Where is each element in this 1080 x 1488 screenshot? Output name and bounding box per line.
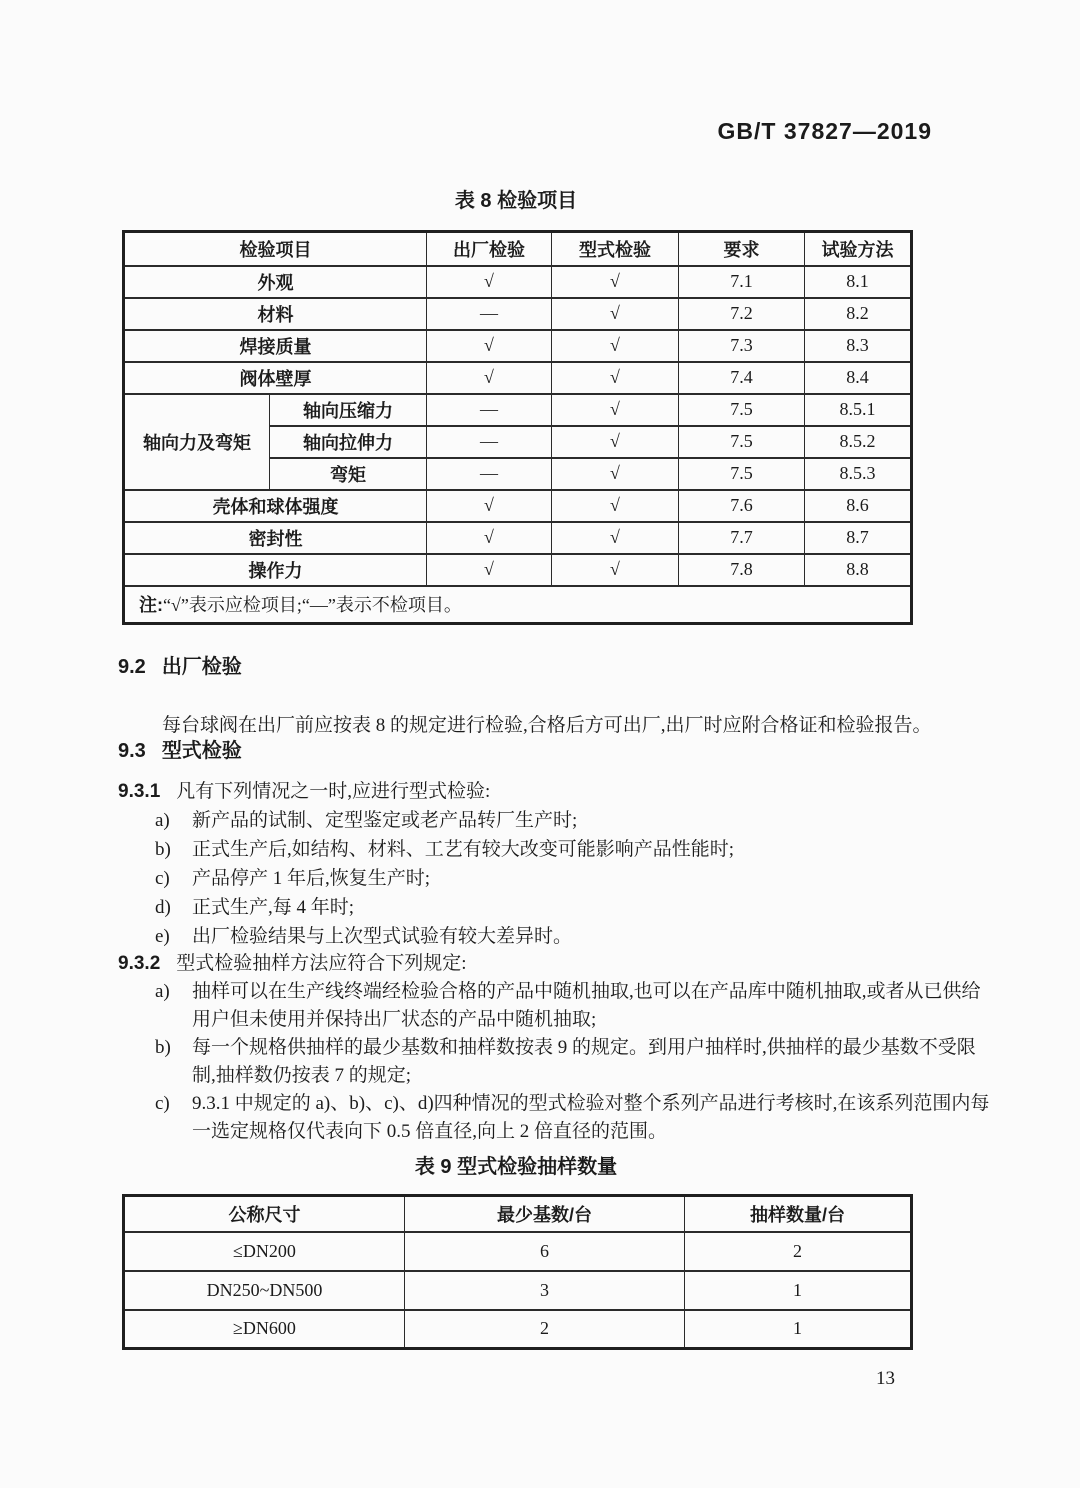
cell-test-method: 8.1 bbox=[805, 266, 912, 298]
clause-9-3-1 bbox=[118, 776, 998, 803]
col-header-nominal-size: 公称尺寸 bbox=[124, 1196, 405, 1232]
section-heading-9-2 bbox=[118, 650, 242, 679]
cell-factory-check: — bbox=[427, 426, 552, 458]
list-item-text: 新产品的试制、定型鉴定或老产品转厂生产时; bbox=[192, 810, 578, 831]
cell-item: 阀体壁厚 bbox=[124, 362, 427, 394]
cell-type-check: √ bbox=[552, 490, 679, 522]
section-number: 9.3 bbox=[118, 740, 146, 762]
list-item-text: 抽样可以在生产线终端经检验合格的产品中随机抽取,也可以在产品库中随机抽取,或者从已供给用户但未使用并保持出厂状态的产品中随机抽取; bbox=[192, 981, 981, 1030]
table-row bbox=[124, 362, 912, 394]
paragraph-9-2: 每台球阀在出厂前应按表 8 的规定进行检验,合格后方可出厂,出厂时应附合格证和检验报告。 bbox=[162, 715, 932, 736]
cell-type-check: √ bbox=[552, 426, 679, 458]
section-heading-9-3 bbox=[118, 734, 242, 763]
cell-test-method: 8.4 bbox=[805, 362, 912, 394]
cell-item: 轴向压缩力 bbox=[270, 394, 427, 426]
cell-requirement: 7.5 bbox=[679, 458, 805, 490]
section-title: 出厂检验 bbox=[161, 656, 242, 678]
standard-number: GB/T 37827—2019 bbox=[717, 118, 932, 144]
table-note-row bbox=[124, 586, 912, 624]
cell-item: 密封性 bbox=[124, 522, 427, 554]
cell-requirement: 7.5 bbox=[679, 394, 805, 426]
list-item-label: a) bbox=[155, 810, 170, 831]
cell-sample-qty: 2 bbox=[685, 1232, 912, 1271]
cell-type-check: √ bbox=[552, 330, 679, 362]
cell-test-method: 8.7 bbox=[805, 522, 912, 554]
cell-requirement: 7.2 bbox=[679, 298, 805, 330]
list-item-text: 正式生产后,如结构、材料、工艺有较大改变可能影响产品性能时; bbox=[192, 839, 735, 860]
list-item-text: 正式生产,每 4 年时; bbox=[192, 897, 355, 918]
table-row bbox=[124, 490, 912, 522]
cell-nominal-size: DN250~DN500 bbox=[124, 1271, 405, 1310]
cell-type-check: √ bbox=[552, 266, 679, 298]
cell-test-method: 8.6 bbox=[805, 490, 912, 522]
cell-test-method: 8.2 bbox=[805, 298, 912, 330]
cell-requirement: 7.3 bbox=[679, 330, 805, 362]
cell-factory-check: √ bbox=[427, 330, 552, 362]
table-note-label: 注: bbox=[139, 595, 163, 616]
list-9-3-2 bbox=[155, 978, 993, 1146]
list-item bbox=[155, 978, 993, 1034]
cell-type-check: √ bbox=[552, 554, 679, 586]
cell-min-base: 6 bbox=[405, 1232, 685, 1271]
cell-item: 材料 bbox=[124, 298, 427, 330]
cell-sample-qty: 1 bbox=[685, 1310, 912, 1349]
table-row bbox=[124, 266, 912, 298]
list-item bbox=[155, 922, 993, 951]
table-row bbox=[124, 298, 912, 330]
cell-type-check: √ bbox=[552, 522, 679, 554]
table-9-title: 表 9 型式检验抽样数量 bbox=[414, 1156, 618, 1178]
cell-requirement: 7.7 bbox=[679, 522, 805, 554]
cell-requirement: 7.8 bbox=[679, 554, 805, 586]
cell-requirement: 7.5 bbox=[679, 426, 805, 458]
clause-9-3-2 bbox=[118, 948, 998, 975]
table-row bbox=[124, 1232, 912, 1271]
list-item bbox=[155, 893, 993, 922]
cell-test-method: 8.5.1 bbox=[805, 394, 912, 426]
list-item-label: d) bbox=[155, 897, 171, 918]
col-header-item: 检验项目 bbox=[124, 232, 427, 266]
cell-item: 焊接质量 bbox=[124, 330, 427, 362]
list-item bbox=[155, 864, 993, 893]
cell-item: 外观 bbox=[124, 266, 427, 298]
list-item-label: e) bbox=[155, 926, 170, 947]
list-item-text: 9.3.1 中规定的 a)、b)、c)、d)四种情况的型式检验对整个系列产品进行考核时,在该系列范围内每一选定规格仅代表向下 0.5 倍直径,向上 2 倍直径的范围。 bbox=[192, 1093, 990, 1142]
list-item bbox=[155, 1034, 993, 1090]
table-row bbox=[124, 1271, 912, 1310]
cell-type-check: √ bbox=[552, 394, 679, 426]
col-header-test-method: 试验方法 bbox=[805, 232, 912, 266]
cell-test-method: 8.5.3 bbox=[805, 458, 912, 490]
list-item-label: a) bbox=[155, 981, 170, 1002]
table-header-row bbox=[124, 1196, 912, 1232]
table-9-sampling-quantity bbox=[122, 1194, 913, 1350]
clause-text: 型式检验抽样方法应符合下列规定: bbox=[176, 953, 467, 974]
cell-item: 轴向拉伸力 bbox=[270, 426, 427, 458]
list-item-text: 产品停产 1 年后,恢复生产时; bbox=[192, 868, 431, 889]
list-item bbox=[155, 1090, 993, 1146]
list-item bbox=[155, 835, 993, 864]
cell-type-check: √ bbox=[552, 458, 679, 490]
cell-requirement: 7.6 bbox=[679, 490, 805, 522]
cell-item: 弯矩 bbox=[270, 458, 427, 490]
cell-test-method: 8.5.2 bbox=[805, 426, 912, 458]
cell-test-method: 8.3 bbox=[805, 330, 912, 362]
list-item-text: 出厂检验结果与上次型式试验有较大差异时。 bbox=[192, 926, 573, 947]
clause-text: 凡有下列情况之一时,应进行型式检验: bbox=[176, 781, 491, 802]
cell-type-check: √ bbox=[552, 362, 679, 394]
cell-requirement: 7.1 bbox=[679, 266, 805, 298]
cell-nominal-size: ≤DN200 bbox=[124, 1232, 405, 1271]
table-note-text: “√”表示应检项目;“—”表示不检项目。 bbox=[163, 595, 462, 616]
clause-number: 9.3.1 bbox=[118, 781, 161, 802]
col-header-type-check: 型式检验 bbox=[552, 232, 679, 266]
cell-min-base: 3 bbox=[405, 1271, 685, 1310]
cell-test-method: 8.8 bbox=[805, 554, 912, 586]
cell-group-label: 轴向力及弯矩 bbox=[124, 394, 270, 490]
list-item-label: b) bbox=[155, 839, 171, 860]
cell-factory-check: — bbox=[427, 394, 552, 426]
col-header-factory-check: 出厂检验 bbox=[427, 232, 552, 266]
list-item-label: c) bbox=[155, 1093, 170, 1114]
table-row bbox=[124, 522, 912, 554]
table-row bbox=[124, 1310, 912, 1349]
table-row bbox=[124, 554, 912, 586]
table-8-title: 表 8 检验项目 bbox=[454, 190, 578, 212]
cell-factory-check: √ bbox=[427, 490, 552, 522]
list-item-label: b) bbox=[155, 1037, 171, 1058]
cell-factory-check: — bbox=[427, 298, 552, 330]
cell-factory-check: √ bbox=[427, 266, 552, 298]
table-row bbox=[124, 330, 912, 362]
cell-item: 操作力 bbox=[124, 554, 427, 586]
section-title: 型式检验 bbox=[161, 740, 242, 762]
list-item-label: c) bbox=[155, 868, 170, 889]
table-note bbox=[124, 586, 912, 624]
table-8-inspection-items bbox=[122, 230, 913, 625]
table-row bbox=[124, 394, 912, 426]
cell-factory-check: √ bbox=[427, 554, 552, 586]
table-header-row bbox=[124, 232, 912, 266]
list-item bbox=[155, 806, 993, 835]
list-9-3-1 bbox=[155, 806, 993, 951]
cell-item: 壳体和球体强度 bbox=[124, 490, 427, 522]
list-item-text: 每一个规格供抽样的最少基数和抽样数按表 9 的规定。到用户抽样时,供抽样的最少基数不受限制,抽样数仍按表 7 的规定; bbox=[192, 1037, 976, 1086]
cell-factory-check: √ bbox=[427, 362, 552, 394]
cell-requirement: 7.4 bbox=[679, 362, 805, 394]
col-header-sample-qty: 抽样数量/台 bbox=[685, 1196, 912, 1232]
cell-type-check: √ bbox=[552, 298, 679, 330]
col-header-requirement: 要求 bbox=[679, 232, 805, 266]
col-header-min-base: 最少基数/台 bbox=[405, 1196, 685, 1232]
cell-factory-check: — bbox=[427, 458, 552, 490]
cell-nominal-size: ≥DN600 bbox=[124, 1310, 405, 1349]
cell-factory-check: √ bbox=[427, 522, 552, 554]
cell-sample-qty: 1 bbox=[685, 1271, 912, 1310]
section-number: 9.2 bbox=[118, 656, 146, 678]
cell-min-base: 2 bbox=[405, 1310, 685, 1349]
clause-number: 9.3.2 bbox=[118, 953, 161, 974]
page-number: 13 bbox=[876, 1368, 895, 1389]
